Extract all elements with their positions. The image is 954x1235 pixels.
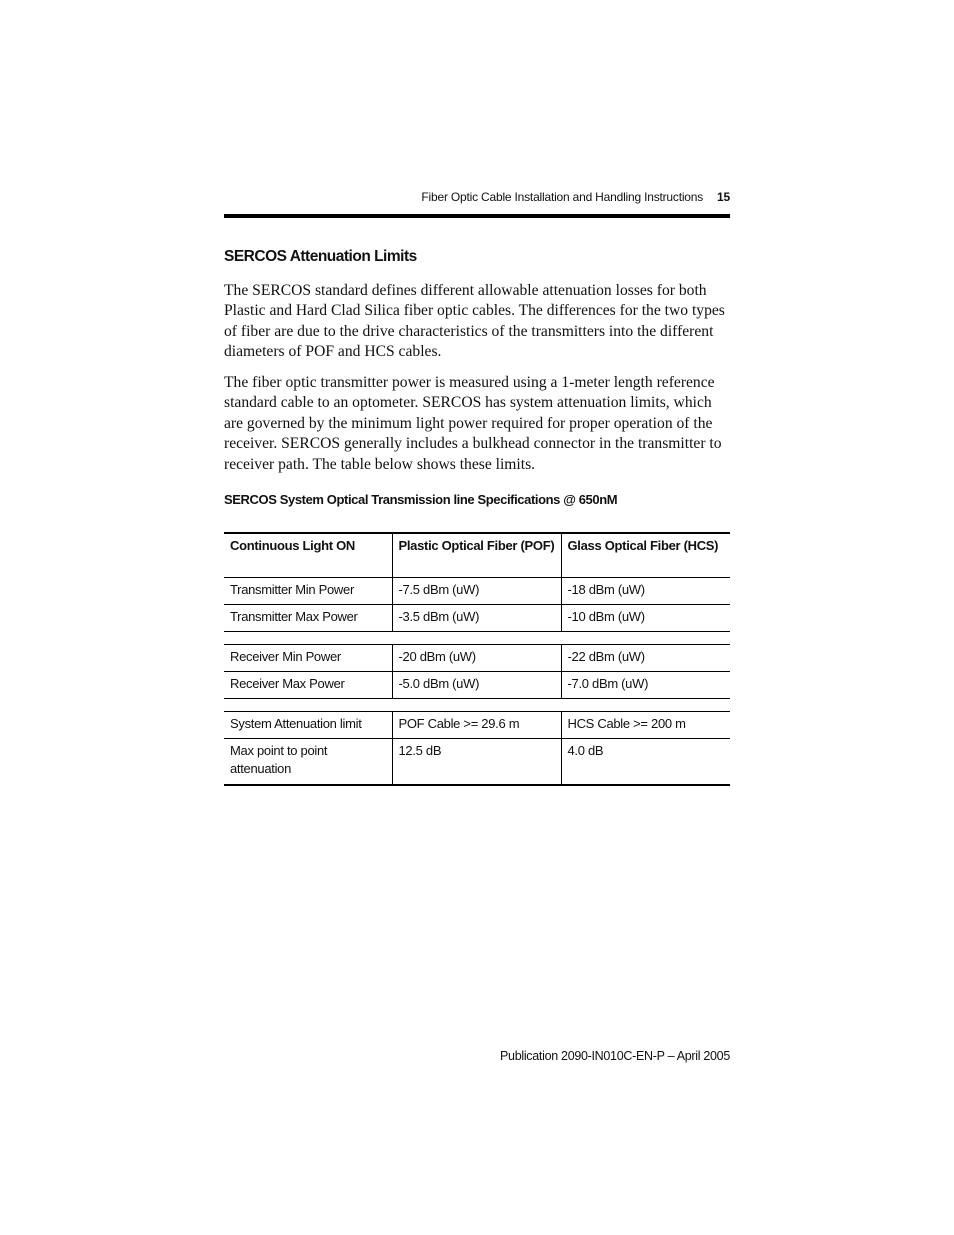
table-cell: HCS Cable >= 200 m <box>561 712 730 739</box>
section-title: SERCOS Attenuation Limits <box>224 248 417 265</box>
table-row <box>224 605 730 632</box>
table-cell: -5.0 dBm (uW) <box>392 672 561 699</box>
table-cell: Transmitter Max Power <box>230 609 358 624</box>
table-cell: -22 dBm (uW) <box>561 645 730 672</box>
table-cell: -7.0 dBm (uW) <box>561 672 730 699</box>
table-cell: -20 dBm (uW) <box>392 645 561 672</box>
table-cell: Receiver Min Power <box>230 649 341 664</box>
table-caption: SERCOS System Optical Transmission line Specifications @ 650nM <box>224 492 618 507</box>
table-cell: 12.5 dB <box>392 739 561 786</box>
table-cell: 4.0 dB <box>561 739 730 786</box>
spec-table <box>224 532 730 786</box>
group-spacer <box>224 632 730 645</box>
publication-footer: Publication 2090-IN010C-EN-P – April 2005 <box>500 1049 730 1063</box>
table-row <box>224 739 730 786</box>
table-cell: -10 dBm (uW) <box>561 605 730 632</box>
table-header-row <box>224 533 730 578</box>
header-cell: Glass Optical Fiber (HCS) <box>561 533 730 578</box>
running-header <box>224 190 730 210</box>
table-cell: -3.5 dBm (uW) <box>392 605 561 632</box>
table-cell: -18 dBm (uW) <box>561 578 730 605</box>
header-cell: Continuous Light ON <box>230 538 355 553</box>
running-title: Fiber Optic Cable Installation and Handling Instructions <box>421 190 704 204</box>
table-cell: Max point to point attenuation <box>230 743 328 776</box>
header-cell: Plastic Optical Fiber (POF) <box>392 533 561 578</box>
table-cell: Transmitter Min Power <box>230 582 354 597</box>
table-row <box>224 645 730 672</box>
table-cell: System Attenuation limit <box>230 716 362 731</box>
paragraph-1: The SERCOS standard defines different allowable attenuation losses for both Plastic and Hard Clad Silica fiber optic cables. The differences for the two types of fiber are due to the drive characteristics of the transmitters into the different diameters of POF and HCS cables. <box>224 282 725 361</box>
header-rule <box>224 214 730 218</box>
table-cell: -7.5 dBm (uW) <box>392 578 561 605</box>
table-row <box>224 672 730 699</box>
table-row <box>224 578 730 605</box>
table-cell: Receiver Max Power <box>230 676 345 691</box>
group-spacer <box>224 699 730 712</box>
table-cell: POF Cable >= 29.6 m <box>392 712 561 739</box>
table-row <box>224 712 730 739</box>
page-number: 15 <box>717 190 730 204</box>
paragraph-2: The fiber optic transmitter power is measured using a 1-meter length reference standard cable to an optometer. SERCOS has system attenuation limits, which are governed by the minimum light power required for proper operation of the receiver. SERCOS generally includes a bulkhead connector in the transmitter to receiver path. The table below shows these limits. <box>224 374 722 473</box>
